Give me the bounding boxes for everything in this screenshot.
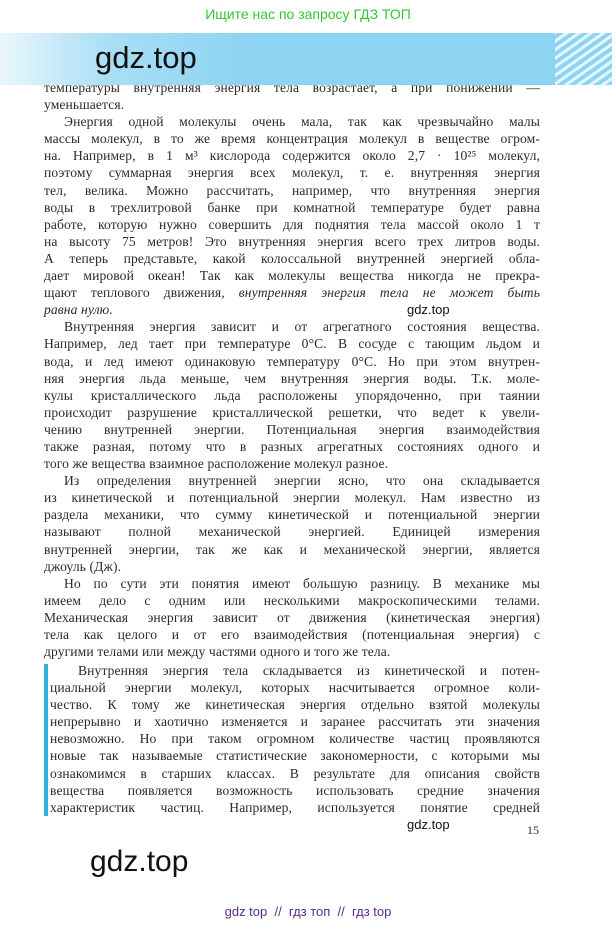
main-text xyxy=(44,79,540,660)
watermark-bottom: gdz.top xyxy=(90,845,189,878)
text-line xyxy=(44,387,540,404)
line-text: работе, которую нужно совершить для поднятия тела массой около 1 т xyxy=(44,216,540,232)
line-text: чению внутренней энергии. Потенциальная энергия взаимодействия xyxy=(44,421,540,437)
line-text: джоуль (Дж). xyxy=(44,558,122,574)
line-text: вещества появляется возможность использовать средние значения xyxy=(50,782,540,798)
watermark-small-1: gdz.top xyxy=(407,302,450,317)
line-text: тел, велика. Можно рассчитать, например, что внутренняя энергия xyxy=(44,182,540,198)
watermark-top: gdz.top xyxy=(95,40,197,75)
footer-links[interactable]: gdz top // гдз топ // гдз top xyxy=(224,904,392,919)
text-line xyxy=(50,679,540,696)
highlight-box-text xyxy=(50,662,540,816)
line-text: характеристик частиц. Например, используется понятие средней xyxy=(50,799,540,815)
line-text: внутренней энергии, так же как и механической энергии, является xyxy=(44,541,540,557)
line-text: уменьшается. xyxy=(44,97,125,113)
line-text: происходит разрушение кристаллической решетки, что ведет к увели- xyxy=(44,404,540,420)
text-line xyxy=(44,79,540,96)
text-line xyxy=(44,182,540,199)
line-text: Из определения внутренней энергии ясно, что она складывается xyxy=(64,473,540,489)
text-line xyxy=(50,799,540,816)
text-line xyxy=(44,250,540,267)
italic-emphasis: равна нулю. xyxy=(44,302,113,318)
text-line xyxy=(50,782,540,799)
text-line xyxy=(44,216,540,233)
text-line xyxy=(44,370,540,387)
search-banner: Ищите нас по запросу ГДЗ ТОП xyxy=(205,6,411,22)
line-text: Но по сути эти понятия имеют большую разницу. В механике мы xyxy=(64,575,540,591)
text-line xyxy=(50,662,540,679)
text-line xyxy=(50,713,540,730)
line-text: А теперь представьте, какой колоссальной внутренней энергией обла- xyxy=(44,250,540,266)
text-line xyxy=(44,267,540,284)
line-text: Механическая энергия зависит от движения (кинетическая энергия) xyxy=(44,609,540,625)
line-text: также разная, потому что в разных агрегатных состояниях одного и xyxy=(44,438,540,454)
line-text: Внутренняя энергия тела складывается из кинетической и потен- xyxy=(78,663,540,678)
line-text: Внутренняя энергия зависит и от агрегатного состояния вещества. xyxy=(64,319,540,335)
text-line xyxy=(44,626,540,643)
line-text: на. Например, в 1 м³ кислорода содержится около 2,7 · 10²⁵ молекул, xyxy=(44,148,540,164)
text-line xyxy=(50,747,540,764)
text-line xyxy=(44,472,540,489)
line-text: поэтому суммарная энергия всех молекул, т. е. внутренняя энергия xyxy=(44,165,540,181)
text-line xyxy=(44,301,540,318)
line-text: няя энергия льда меньше, чем внутренняя энергия воды. Т.к. моле- xyxy=(44,370,540,386)
text-line xyxy=(44,643,540,660)
text-line xyxy=(44,421,540,438)
line-text: невозможно. Но при таком огромном количестве частиц проявляются xyxy=(50,731,540,747)
text-line xyxy=(44,164,540,181)
italic-emphasis: внутренняя энергия тела не может быть xyxy=(238,285,540,301)
text-line xyxy=(44,335,540,352)
line-text: непрерывно и хаотично изменяется и заранее рассчитать эти значения xyxy=(50,714,540,730)
text-line xyxy=(44,438,540,455)
text-line xyxy=(44,113,540,130)
line-text: тела как целого и от его взаимодействия (потенциальная энергия) с xyxy=(44,627,540,642)
text-line xyxy=(44,233,540,250)
text-line xyxy=(44,404,540,421)
line-text: циальной энергии молекул, которых насчитывается огромное коли- xyxy=(50,680,540,696)
text-line xyxy=(44,130,540,147)
line-text: того же вещества взаимное расположение молекул разное. xyxy=(44,456,389,472)
page-number: 15 xyxy=(527,823,539,837)
line-text: другими телами или между частями одного и того же тела. xyxy=(44,644,391,660)
line-text: Например, лед тает при температуре 0°С. В сосуде с тающим льдом и xyxy=(44,336,540,352)
text-line xyxy=(44,541,540,558)
line-text: имеем дело с одним или несколькими макроскопическими телами. xyxy=(44,592,540,608)
text-line xyxy=(44,592,540,609)
watermark-small-2: gdz.top xyxy=(407,817,450,832)
line-text: кулы кристаллического льда расположены упорядоченно, при таянии xyxy=(44,387,540,403)
line-text: воды в трехлитровой банке при комнатной температуре будет равна xyxy=(44,199,540,215)
line-text: на высоту 75 метров! Это внутренняя энергия всего трех литров воды. xyxy=(44,233,540,249)
text-line xyxy=(44,575,540,592)
text-line xyxy=(44,96,540,113)
line-text: называют полной механической энергией. Единицей измерения xyxy=(44,524,540,540)
line-text: раздела механики, что сумму кинетической и потенциальной энергии xyxy=(44,507,540,523)
line-text: щают теплового движения, xyxy=(44,285,239,301)
line-text: из кинетической и потенциальной энергии молекул. Нам известно из xyxy=(44,490,540,506)
text-line xyxy=(44,318,540,335)
text-line xyxy=(50,765,540,782)
text-line xyxy=(44,523,540,540)
text-line xyxy=(44,353,540,370)
line-text: массы молекул, в то же время концентрация молекул в веществе огром- xyxy=(44,131,540,147)
text-line xyxy=(50,696,540,713)
line-text: ознакомимся в старших классах. В результате для описания свойств xyxy=(50,765,540,781)
line-text: температуры внутренняя энергия тела возрастает, а при понижении — xyxy=(44,80,540,95)
header-band xyxy=(0,33,612,85)
text-line xyxy=(44,506,540,523)
text-line xyxy=(44,284,540,301)
text-line xyxy=(44,558,540,575)
text-line xyxy=(44,147,540,164)
text-line xyxy=(50,730,540,747)
line-text: новые так называемые статистические закономерности, с которыми мы xyxy=(50,748,540,764)
line-text: чество. К тому же кинетическая энергия отдельно взятой молекулы xyxy=(50,697,540,713)
line-text: дает мировой океан! Так как молекулы вещества никогда не прекра- xyxy=(44,268,540,284)
text-line xyxy=(44,455,540,472)
line-text: вода, и лед имеют одинаковую температуру 0°С. Но при этом внутрен- xyxy=(44,353,540,369)
highlight-box-bar xyxy=(44,664,48,816)
text-line xyxy=(44,489,540,506)
line-text: Энергия одной молекулы очень мала, так как чрезвычайно малы xyxy=(64,114,540,130)
text-line xyxy=(44,609,540,626)
header-stripes xyxy=(555,33,612,85)
text-line xyxy=(44,199,540,216)
